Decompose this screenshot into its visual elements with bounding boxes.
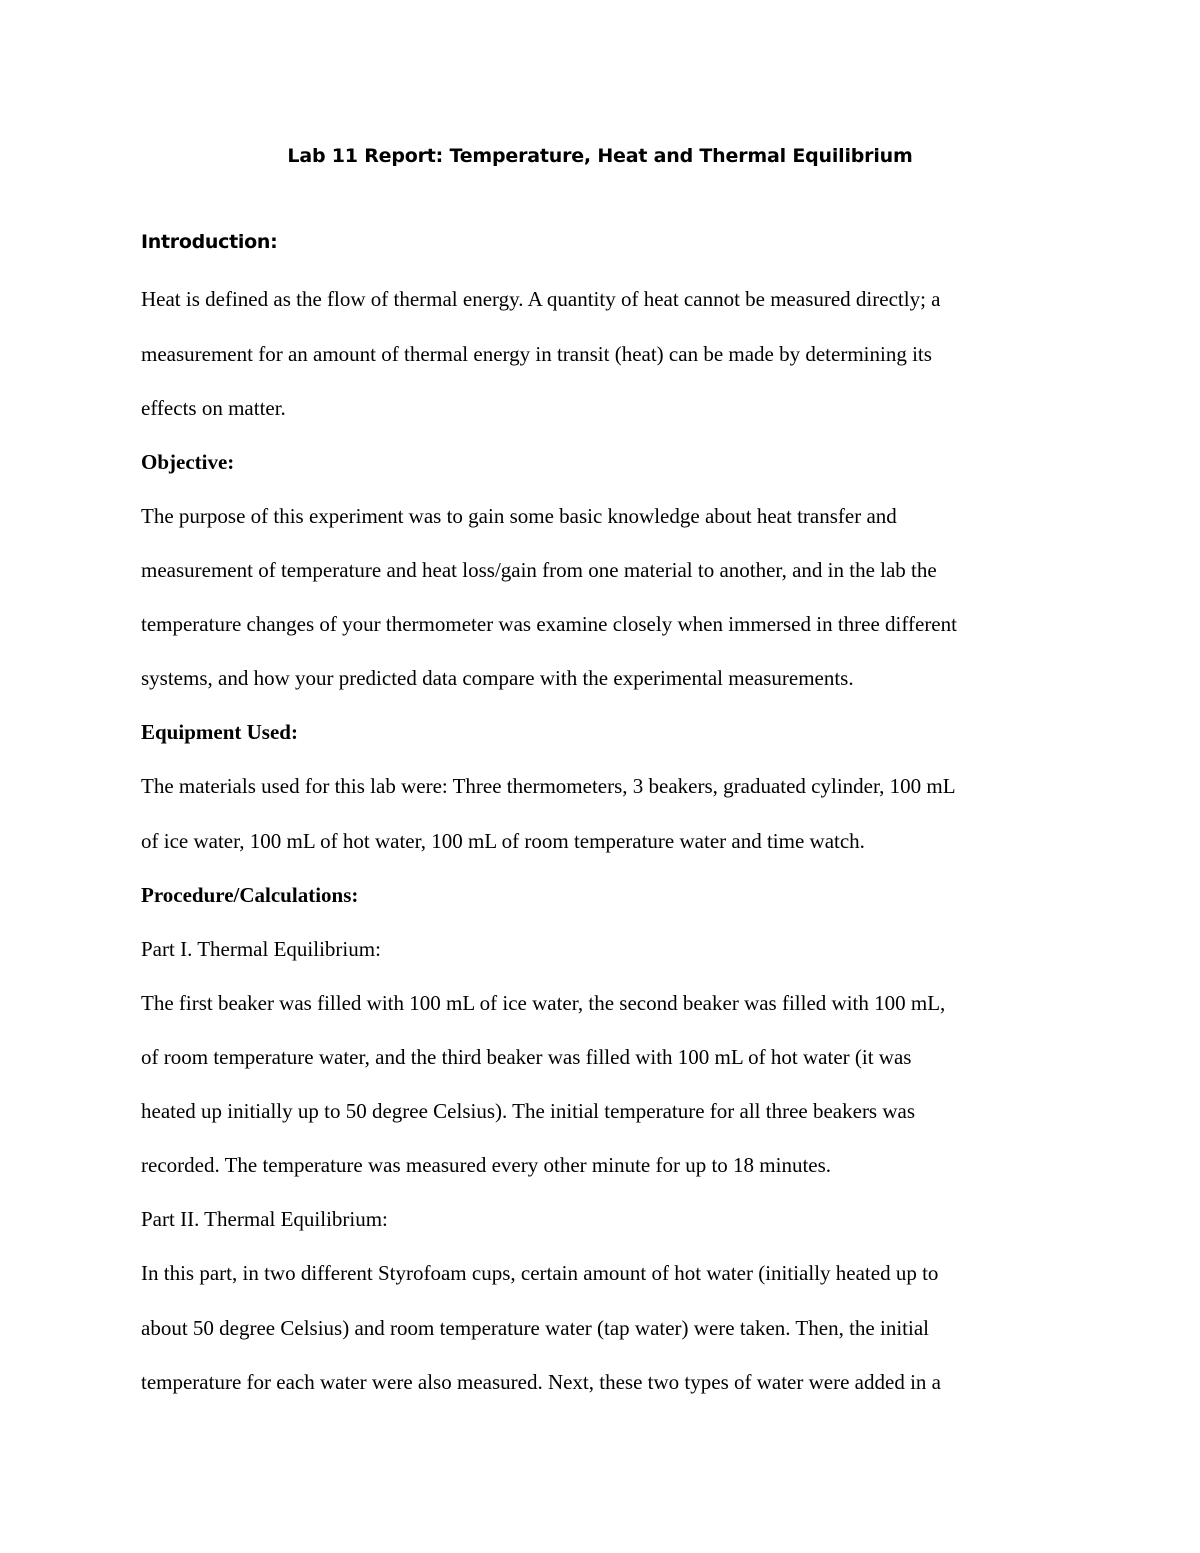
paragraph-line: The purpose of this experiment was to gain some basic knowledge about heat transfer and (141, 504, 897, 528)
paragraph-line: heated up initially up to 50 degree Celsius). The initial temperature for all three beakers was (141, 1099, 916, 1123)
equipment-heading: Equipment Used: (141, 720, 298, 744)
paragraph-line: temperature for each water were also measured. Next, these two types of water were added in a (141, 1370, 941, 1394)
procedure-heading: Procedure/Calculations: (141, 883, 359, 907)
paragraph-line: systems, and how your predicted data compare with the experimental measurements. (141, 666, 854, 690)
paragraph-line: of ice water, 100 mL of hot water, 100 mL of room temperature water and time watch. (141, 829, 865, 853)
part2-label: Part II. Thermal Equilibrium: (141, 1207, 388, 1231)
part1-label: Part I. Thermal Equilibrium: (141, 937, 381, 961)
paragraph-line: recorded. The temperature was measured every other minute for up to 18 minutes. (141, 1153, 832, 1177)
paragraph-line: The materials used for this lab were: Three thermometers, 3 beakers, graduated cylinder, 100 mL (141, 774, 956, 798)
paragraph-line: Heat is defined as the flow of thermal energy. A quantity of heat cannot be measured directly; a (141, 287, 941, 311)
paragraph-line: The first beaker was filled with 100 mL of ice water, the second beaker was filled with 100 mL, (141, 991, 946, 1015)
paragraph-line: In this part, in two different Styrofoam cups, certain amount of hot water (initially heated up to (141, 1261, 939, 1285)
introduction-heading: Introduction: (141, 231, 278, 253)
paragraph-line: effects on matter. (141, 396, 286, 420)
paragraph-line: of room temperature water, and the third beaker was filled with 100 mL of hot water (it was (141, 1045, 912, 1069)
paragraph-line: temperature changes of your thermometer was examine closely when immersed in three different (141, 612, 957, 636)
document-title: Lab 11 Report: Temperature, Heat and Thermal Equilibrium (287, 145, 913, 167)
paragraph-line: about 50 degree Celsius) and room temperature water (tap water) were taken. Then, the initial (141, 1316, 929, 1340)
paragraph-line: measurement for an amount of thermal energy in transit (heat) can be made by determining its (141, 342, 932, 366)
objective-heading: Objective: (141, 450, 235, 474)
paragraph-line: measurement of temperature and heat loss/gain from one material to another, and in the lab the (141, 558, 937, 582)
